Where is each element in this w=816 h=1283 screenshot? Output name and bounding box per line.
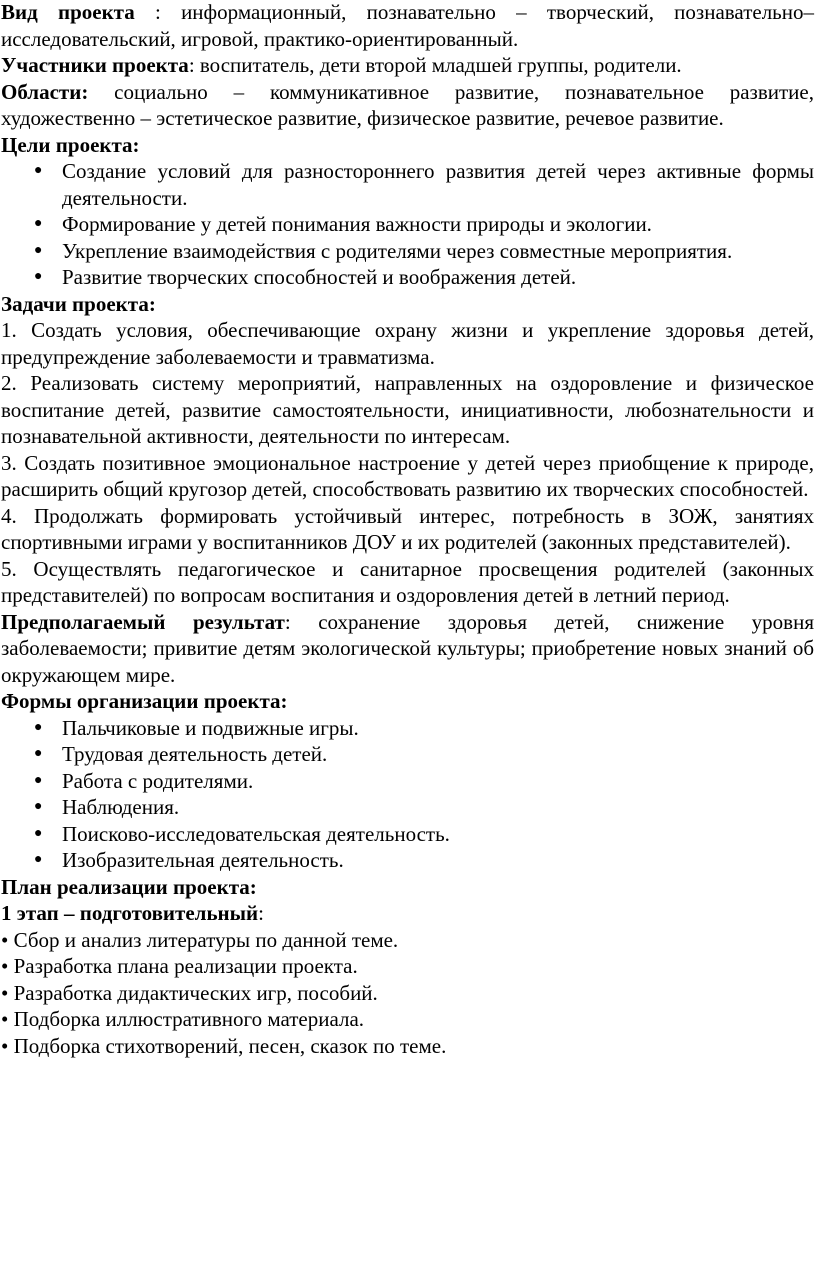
bullet-icon: ●: [34, 216, 43, 231]
stage1-separator: :: [258, 901, 264, 925]
list-item-text: Трудовая деятельность детей.: [62, 742, 328, 766]
document-body: [1, 0, 814, 1059]
task-item: 5. Осуществлять педагогическое и санитарное просвещения родителей (законных представителей) по вопросам воспитания и оздоровления детей в летний период.: [1, 556, 814, 607]
bullet-icon: ●: [34, 269, 43, 284]
result-separator: :: [284, 609, 319, 634]
result-paragraph: [1, 609, 814, 689]
project-type-separator: :: [134, 0, 182, 24]
list-item-text: Поисково-исследовательская деятельность.: [62, 821, 450, 846]
result-label: Предполагаемый результат: [1, 609, 285, 634]
project-type-paragraph: [1, 0, 814, 52]
list-item-text: Пальчиковые и подвижные игры.: [62, 715, 359, 740]
participants-paragraph: [1, 52, 814, 79]
list-item-text: Работа с родителями.: [62, 768, 254, 793]
forms-list: [1, 715, 814, 874]
bullet-icon: ●: [34, 242, 43, 258]
plan-item: • Разработка дидактических игр, пособий.: [1, 980, 378, 1005]
bullet-icon: ●: [34, 163, 43, 178]
list-item: [1, 821, 814, 848]
goals-heading-text: Цели проекта:: [1, 132, 140, 157]
bullet-icon: ●: [34, 825, 43, 841]
areas-label: Области:: [1, 79, 89, 104]
list-item-text: Формирование у детей понимания важности природы и экологии.: [62, 212, 652, 236]
project-type-text: информационный, познавательно – творческий, познавательно–исследовательский, игровой, практико-ориентированный.: [1, 0, 814, 51]
stage1-label: 1 этап – подготовительный: [1, 901, 259, 925]
bullet-icon: ●: [34, 746, 43, 761]
participants-text: воспитатель, дети второй младшей группы, родители.: [199, 53, 682, 77]
list-item-text: Укрепление взаимодействия с родителями через совместные мероприятия.: [62, 238, 733, 263]
plan-item: • Разработка плана реализации проекта.: [1, 954, 358, 978]
task-item: 4. Продолжать формировать устойчивый интерес, потребность в ЗОЖ, занятиях спортивными играми у воспитанников ДОУ и их родителей (законных представителей).: [1, 503, 814, 554]
list-item: [1, 715, 814, 742]
list-item: [1, 847, 814, 874]
task-item: 1. Создать условия, обеспечивающие охрану жизни и укрепление здоровья детей, предупреждение заболеваемости и травматизма.: [1, 318, 814, 369]
bullet-icon: ●: [34, 772, 43, 788]
plan-heading-text: План реализации проекта:: [1, 874, 257, 899]
list-item-text: Развитие творческих способностей и воображения детей.: [62, 265, 577, 289]
task-item: 3. Создать позитивное эмоциональное настроение у детей через приобщение к природе, расширить общий кругозор детей, способствовать развитию их творческих способностей.: [1, 450, 814, 501]
plan-item: • Подборка иллюстративного материала.: [1, 1007, 365, 1031]
tasks-heading-text: Задачи проекта:: [1, 291, 156, 316]
forms-heading-text: Формы организации проекта:: [1, 689, 288, 713]
bullet-icon: ●: [34, 719, 43, 735]
list-item-text: Создание условий для разностороннего развития детей через активные формы деятельности.: [62, 159, 814, 210]
plan-item: • Сбор и анализ литературы по данной теме.: [1, 927, 399, 952]
list-item-text: Наблюдения.: [62, 795, 180, 819]
list-item: [1, 158, 814, 211]
result-text: сохранение здоровья детей, снижение уровня заболеваемости; привитие детям экологической культуры; приобретение новых знаний об окружающем мире.: [1, 609, 814, 687]
bullet-icon: ●: [34, 852, 43, 867]
list-item: [1, 211, 814, 238]
list-item-text: Изобразительная деятельность.: [62, 848, 344, 872]
list-item: [1, 238, 814, 265]
forms-heading: [1, 688, 814, 715]
areas-paragraph: [1, 79, 814, 132]
areas-text: социально – коммуникативное развитие, познавательное развитие, художественно – эстетическое развитие, физическое развитие, речевое развитие.: [1, 79, 814, 130]
list-item: [1, 741, 814, 768]
project-type-label: Вид проекта: [1, 0, 135, 24]
participants-label: Участники проекта: [1, 53, 189, 77]
task-item: 2. Реализовать систему мероприятий, направленных на оздоровление и физическое воспитание детей, развитие самостоятельности, инициативности, любознательности и познавательной активности, деятельности по интересам.: [1, 371, 814, 448]
tasks-heading: [1, 291, 814, 318]
list-item: [1, 264, 814, 291]
stage1-heading: [1, 900, 814, 927]
goals-list: [1, 158, 814, 291]
plan-item: • Подборка стихотворений, песен, сказок по теме.: [1, 1033, 447, 1058]
plan-heading: [1, 874, 814, 901]
participants-separator: :: [188, 53, 200, 77]
bullet-icon: ●: [34, 799, 43, 814]
list-item: [1, 768, 814, 795]
goals-heading: [1, 132, 814, 159]
list-item: [1, 794, 814, 821]
